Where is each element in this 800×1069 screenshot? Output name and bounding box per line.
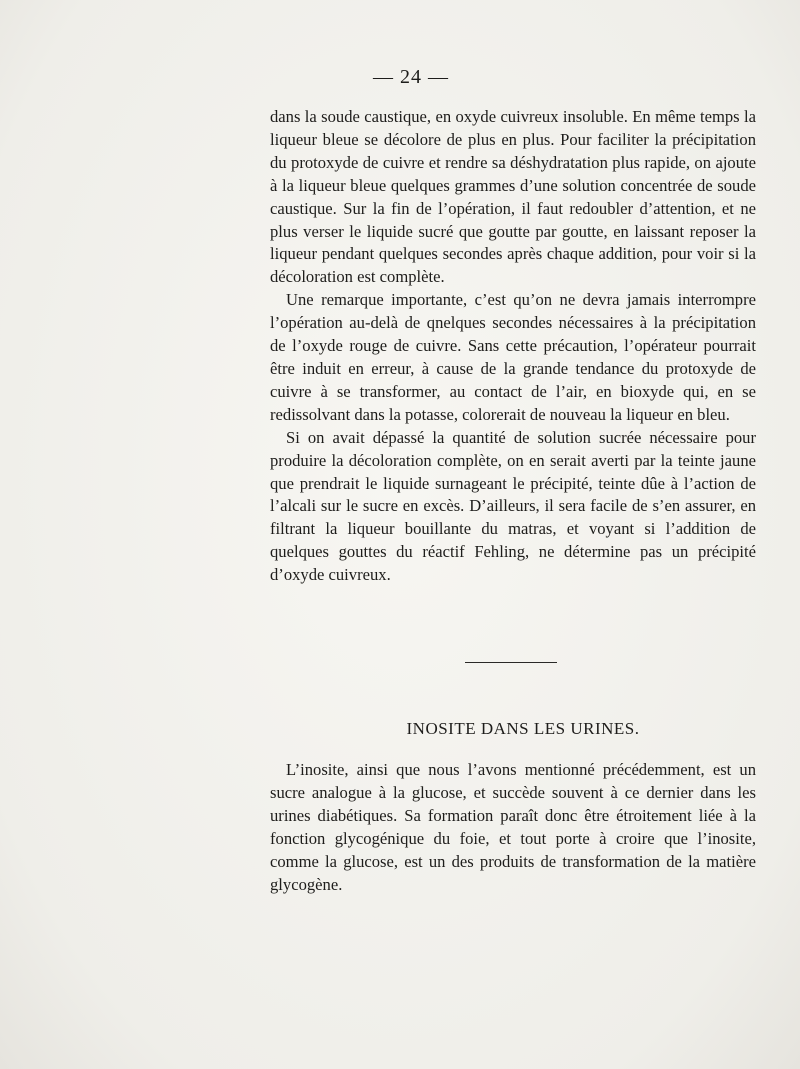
section-heading: INOSITE DANS LES URINES. bbox=[406, 719, 640, 738]
section-text-block bbox=[270, 759, 756, 896]
section-paragraph-1: L’inosite, ainsi que nous l’avons mentionné précédemment, est un sucre analogue à la glucose, et succède souvent à ce dernier dans les urines diabétiques. Sa formation paraît donc être étroitement liée à la fonction glycogénique du foie, et tout porte à croire que l’inosite, comme la glucose, est un des produits de transformation de la matière glycogène. bbox=[270, 760, 756, 894]
section-divider bbox=[465, 662, 557, 663]
paragraph-1: dans la soude caustique, en oxyde cuivreux insoluble. En même temps la liqueur bleue se décolore de plus en plus. Pour faciliter la précipitation du protoxyde de cuivre et rendre sa déshydratation plus rapide, on ajoute à la liqueur bleue quelques grammes d’une solution concentrée de soude caustique. Sur la fin de l’opération, il faut redoubler d’attention, et ne plus verser le liquide sucré que goutte par goutte, en laissant reposer la liqueur pendant quelques secondes après chaque addition, pour voir si la décoloration est complète. bbox=[270, 107, 756, 287]
page-number: — 24 — bbox=[373, 66, 449, 88]
main-text-block bbox=[270, 106, 756, 587]
paragraph-2: Une remarque importante, c’est qu’on ne devra jamais interrompre l’opération au-delà de qnelques secondes nécessaires à la précipitation de l’oxyde rouge de cuivre. Sans cette précaution, l’opérateur pourrait être induit en erreur, à cause de la grande tendance du protoxyde de cuivre à se transformer, au contact de l’air, en bioxyde qui, en se redissolvant dans la potasse, colorerait de nouveau la liqueur en bleu. bbox=[270, 290, 756, 424]
paragraph-3: Si on avait dépassé la quantité de solution sucrée nécessaire pour produire la décoloration complète, on en serait averti par la teinte jaune que prendrait le liquide surnageant le précipité, teinte dûe à l’action de l’alcali sur le sucre en excès. D’ailleurs, il sera facile de s’en assurer, en filtrant la liqueur bouillante du matras, et voyant si l’addition de quelques gouttes du réactif Fehling, ne détermine pas un précipité d’oxyde cuivreux. bbox=[270, 427, 756, 585]
